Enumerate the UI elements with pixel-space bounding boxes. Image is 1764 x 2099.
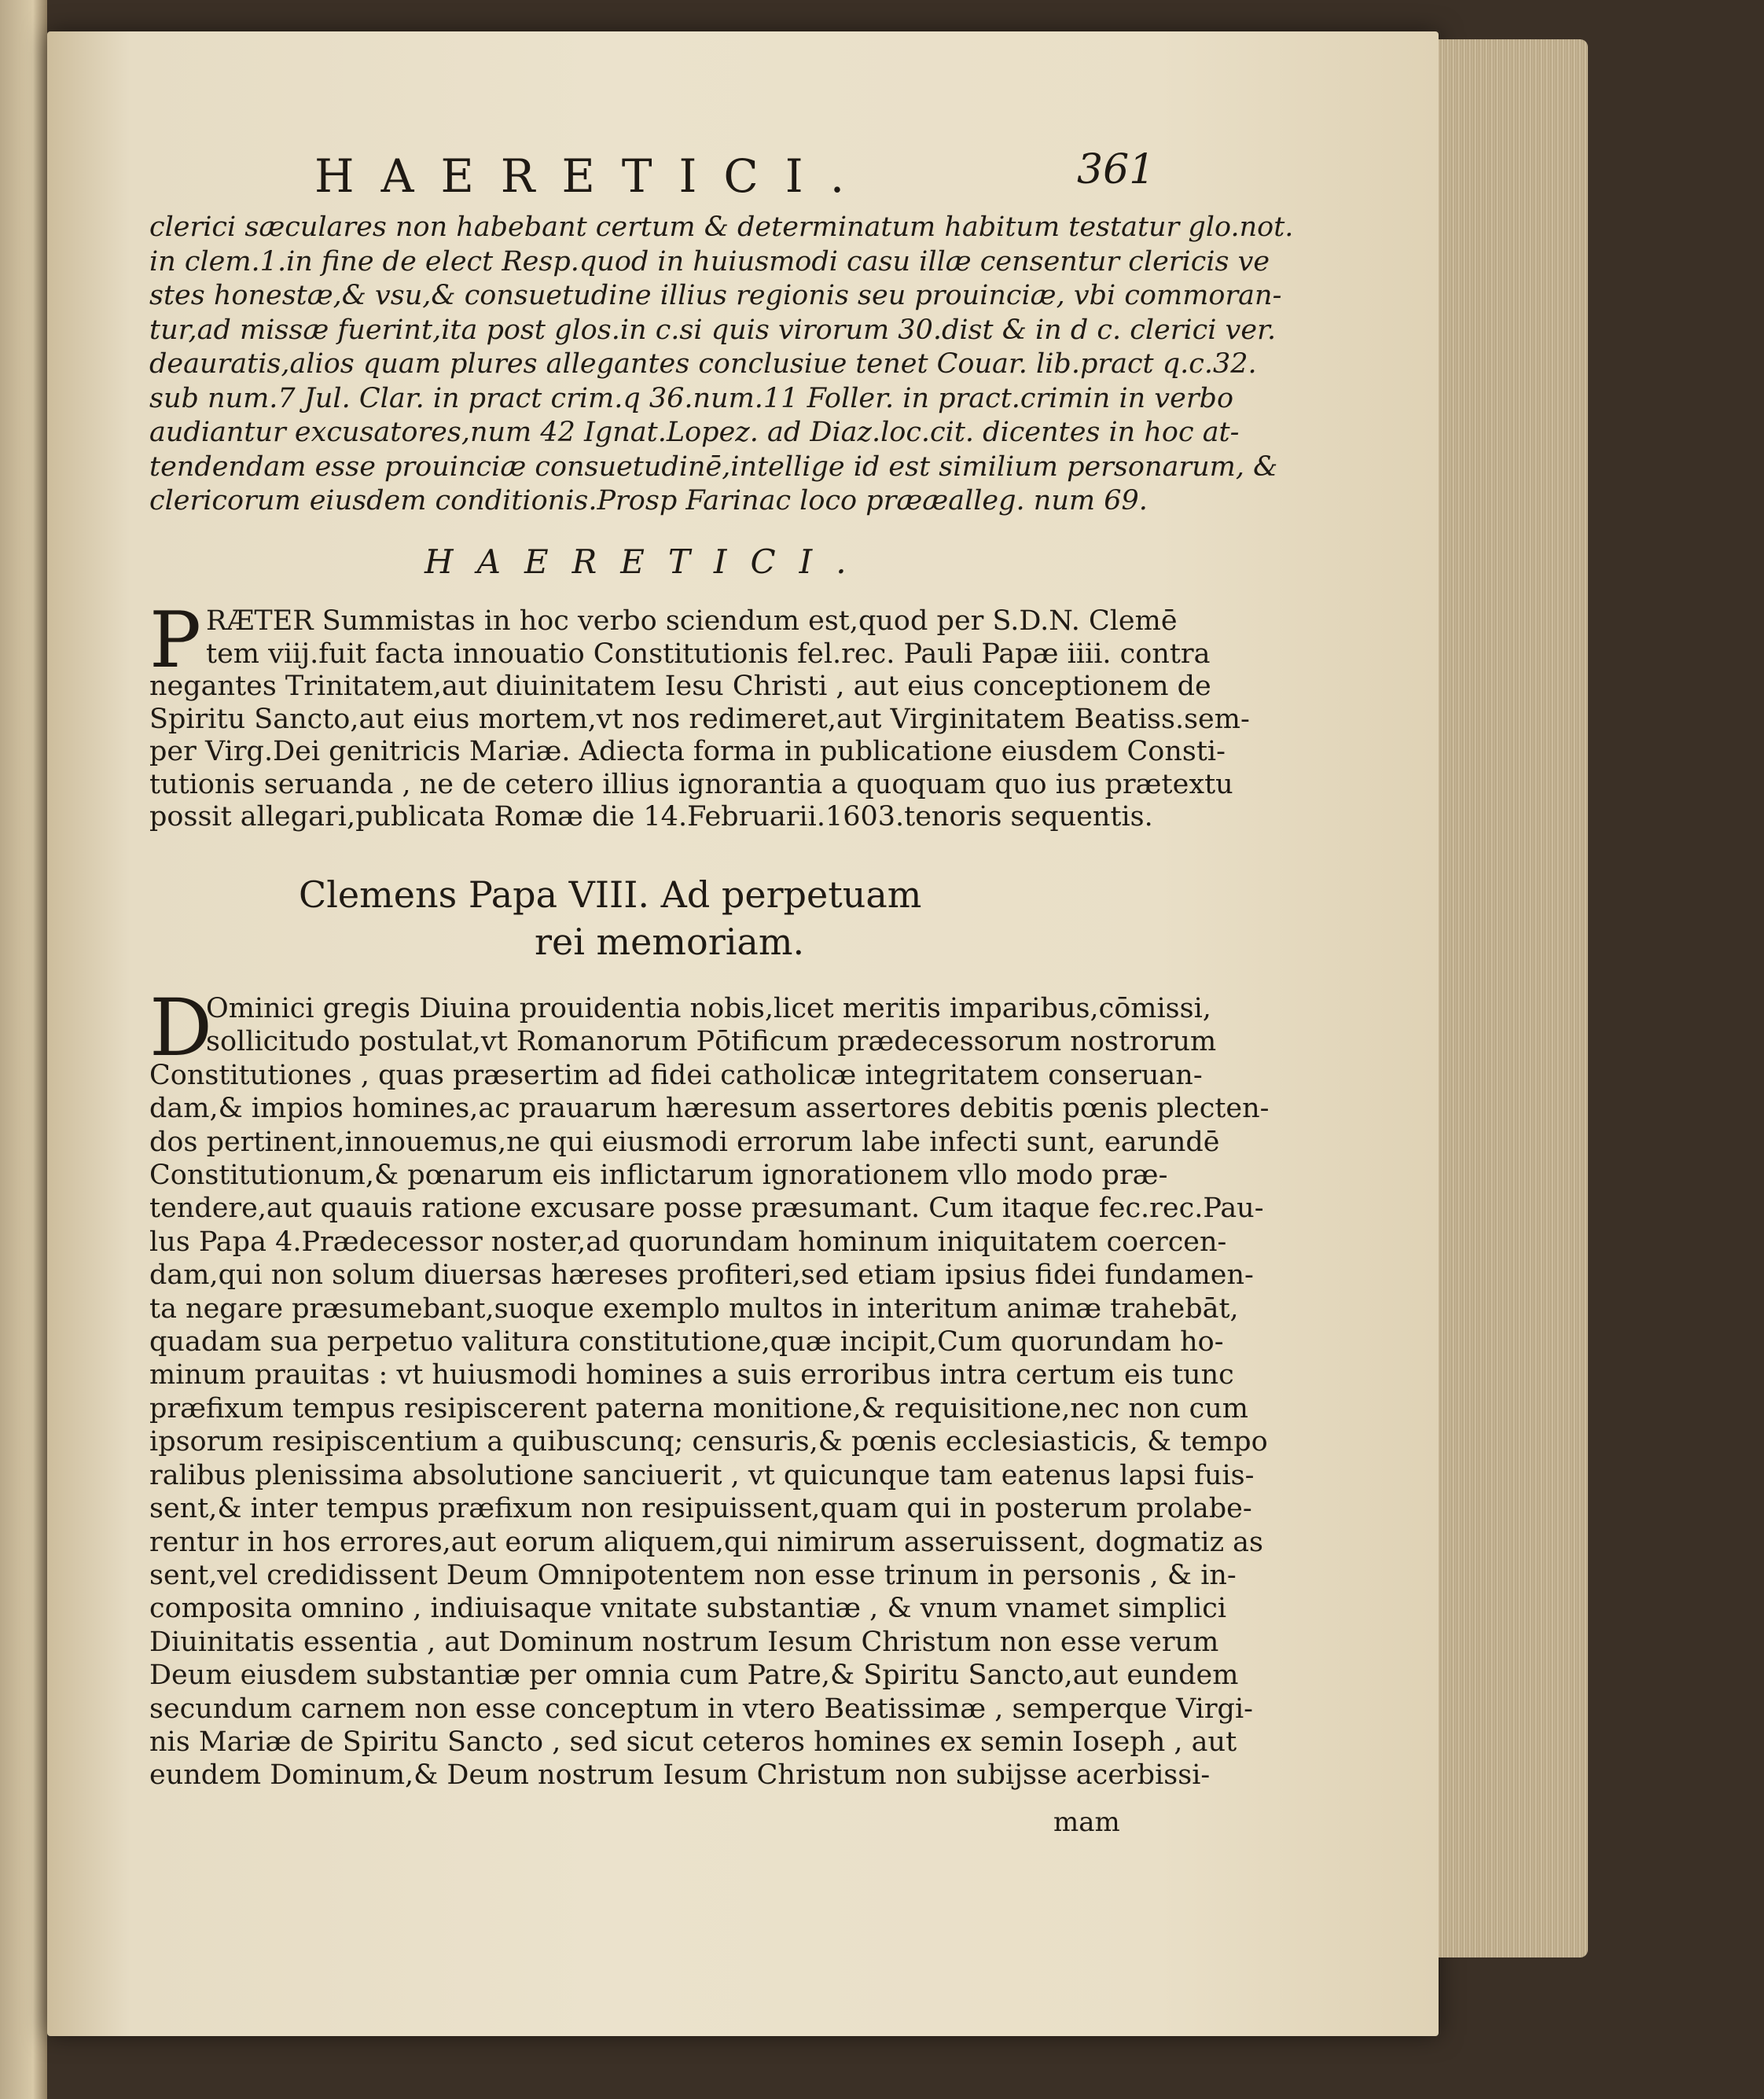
facing-page-edge [0, 0, 47, 2099]
text-line: Constitutionum,& pœnarum eis inflictarum ignorationem vllo modo præ- [149, 1160, 1168, 1192]
bull-title-line-1: Clemens Papa VIII. Ad perpetuam [299, 873, 922, 916]
praeter-paragraph [149, 596, 1250, 834]
page-number: 361 [1077, 146, 1156, 193]
page-fore-edge [1439, 39, 1588, 1957]
text-line: composita omnino , indiuisaque vnitate substantiæ , & vnum vnamet simplici [149, 1593, 1227, 1625]
bull-text [149, 982, 1270, 1792]
text-line: ipsorum resipiscentium a quibuscunq; censuris,& pœnis ecclesiasticis, & tempo [149, 1426, 1268, 1458]
text-line: minum prauitas : vt huiusmodi homines a suis erroribus intra certum eis tunc [149, 1359, 1234, 1391]
text-line: per Virg.Dei genitricis Mariæ. Adiecta forma in publicatione eiusdem Consti- [149, 736, 1226, 767]
text-line: tur,ad missæ fuerint,ita post glos.in c.si quis virorum 30.dist & in d c. clerici ver. [149, 314, 1277, 346]
text-line: dam,qui non solum diuersas hæreses profiteri,sed etiam ipsius fidei fundamen- [149, 1259, 1254, 1292]
text-line: ta negare præsumebant,suoque exemplo multos in interitum animæ trahebāt, [149, 1292, 1239, 1325]
text-line: quadam sua perpetuo valitura constitutione,quæ incipit,Cum quorundam ho- [149, 1326, 1224, 1358]
text-line: negantes Trinitatem,aut diuinitatem Iesu Christi , aut eius conceptionem de [149, 671, 1211, 702]
text-line: sent,& inter tempus præfixum non resipuissent,quam qui in posterum prolabe- [149, 1493, 1252, 1525]
text-line: sollicitudo postulat,vt Romanorum Pōtificum prædecessorum nostrorum [206, 1026, 1217, 1058]
text-line: audiantur excusatores,num 42 Ignat.Lopez. ad Diaz.loc.cit. dicentes in hoc at- [149, 417, 1240, 448]
text-line: lus Papa 4.Prædecessor noster,ad quorundam hominum iniquitatem coercen- [149, 1226, 1227, 1258]
catchword: mam [1053, 1807, 1120, 1838]
bull-title [299, 871, 1006, 965]
text-line: deauratis,alios quam plures allegantes conclusiue tenet Couar. lib.pract q.c.32. [149, 348, 1257, 380]
text-line: sent,vel credidissent Deum Omnipotentem non esse trinum in personis , & in- [149, 1559, 1237, 1591]
text-line: rentur in hos errores,aut eorum aliquem,qui nimirum asseruissent, dogmatiz as [149, 1526, 1264, 1558]
text-line: secundum carnem non esse conceptum in vtero Beatissimæ , semperque Virgi- [149, 1693, 1253, 1725]
text-line: Constitutiones , quas præsertim ad fidei catholicæ integritatem conseruan- [149, 1059, 1203, 1091]
text-line: clericorum eiusdem conditionis.Prosp Farinac loco prææalleg. num 69. [149, 485, 1148, 516]
text-line: dos pertinent,innouemus,ne qui eiusmodi errorum labe infecti sunt, earundē [149, 1126, 1220, 1158]
text-line: tendendam esse prouinciæ consuetudinē,intellige id est similium personarum, & [149, 450, 1278, 483]
text-line: possit allegari,publicata Romæ die 14.Februarii.1603.tenoris sequentis. [149, 801, 1153, 833]
drop-cap-d: D [149, 982, 213, 1074]
text-line: dam,& impios homines,ac prauarum hæresum assertores debitis pœnis plecten- [149, 1093, 1270, 1125]
text-line: Diuinitatis essentia , aut Dominum nostrum Iesum Christum non esse verum [149, 1626, 1219, 1658]
text-line: clerici sæculares non habebant certum & determinatum habitum testatur glo.not. [149, 211, 1294, 243]
text-line: Ominici gregis Diuina prouidentia nobis,licet meritis imparibus,cōmissi, [206, 993, 1211, 1024]
text-line: nis Mariæ de Spiritu Sancto , sed sicut ceteros homines ex semin Ioseph , aut [149, 1726, 1237, 1758]
text-line: eundem Dominum,& Deum nostrum Iesum Christum non subijsse acerbissi- [149, 1759, 1211, 1792]
running-title: HAERETICI. [314, 149, 872, 203]
text-line: ralibus plenissima absolutione sanciuerit , vt quicunque tam eatenus lapsi fuis- [149, 1459, 1255, 1491]
text-line: sub num.7 Jul. Clar. in pract crim.q 36.num.11 Foller. in pract.crimin in verbo [149, 382, 1234, 414]
italic-paragraph [149, 211, 1294, 519]
drop-cap-p: P [149, 596, 201, 686]
text-line: præfixum tempus resipiscerent paterna monitione,& requisitione,nec non cum [149, 1392, 1248, 1424]
bull-title-line-2: rei memoriam. [535, 921, 805, 963]
text-line: Deum eiusdem substantiæ per omnia cum Patre,& Spiritu Sancto,aut eundem [149, 1660, 1239, 1692]
section-heading: HAERETICI. [424, 542, 870, 581]
text-line: tendere,aut quauis ratione excusare posse præsumant. Cum itaque fec.rec.Pau- [149, 1193, 1264, 1225]
text-line: in clem.1.in fine de elect Resp.quod in huiusmodi casu illæ censentur clericis ve [149, 245, 1270, 278]
text-line: RÆTER Summistas in hoc verbo sciendum est,quod per S.D.N. Clemē [206, 605, 1178, 637]
text-line: tem viij.fuit facta innouatio Constitutionis fel.rec. Pauli Papæ iiii. contra [206, 638, 1211, 670]
text-line: Spiritu Sancto,aut eius mortem,vt nos redimeret,aut Virginitatem Beatiss.sem- [149, 703, 1250, 735]
text-line: tutionis seruanda , ne de cetero illius ignorantia a quoquam quo ius prætextu [149, 768, 1233, 800]
text-line: stes honestæ,& vsu,& consuetudine illius regionis seu prouinciæ, vbi commoran- [149, 280, 1282, 311]
